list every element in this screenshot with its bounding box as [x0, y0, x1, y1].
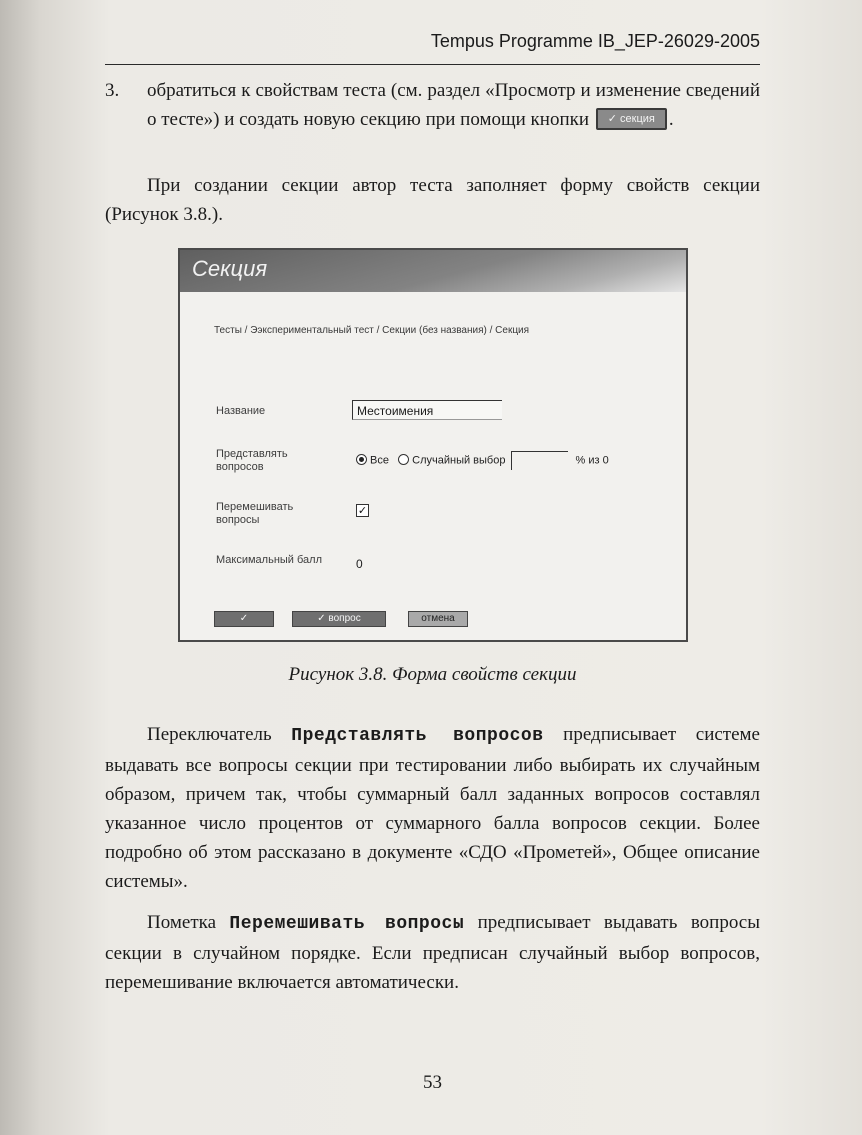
step-text-before: обратиться к свойствам теста (см. раздел «Просмотр и изменение сведений о тесте») и создать новую секцию при помощи кнопки [147, 80, 760, 130]
present-questions-radio-group [356, 451, 609, 470]
percent-field [511, 451, 568, 470]
name-field: Местоимения [352, 400, 502, 420]
figure-caption: Рисунок 3.8. Форма свойств секции [288, 664, 577, 685]
page-number: 53 [423, 1072, 442, 1093]
shuffle-questions-label: Перемешивать вопросы [216, 501, 294, 526]
cancel-button: отмена [408, 611, 468, 627]
form-title: Секция [192, 256, 268, 281]
paragraph-present-questions [105, 720, 760, 896]
paragraph2-after: предписывает системе выдавать все вопросы секции при тестировании либо выбирать их случайным образом, причем так, чтобы суммарный балл заданных вопросов составлял указанное число процентов от суммарного балла вопросов секции. Более подробно об этом рассказано в документе «СДО «Прометей», Общее описание системы». [105, 724, 760, 892]
paragraph-shuffle-questions [105, 908, 760, 997]
name-label: Название [216, 405, 266, 417]
breadcrumb: Тесты / Ээкспериментальный тест / Секции (без названия) / Секция [214, 325, 530, 336]
section-form-figure [178, 248, 688, 642]
ok-button: ✓ [214, 611, 274, 627]
paragraph2-before: Переключатель [147, 724, 292, 745]
max-score-label: Максимальный балл [216, 554, 322, 566]
radio-all [356, 454, 367, 465]
max-score-value: 0 [356, 557, 363, 571]
paragraph3-before: Пометка [147, 912, 230, 933]
present-questions-label: Представлять вопросов [216, 448, 288, 473]
intro-paragraph: При создании секции автор теста заполняет форму свойств секции (Рисунок 3.8.). [105, 175, 760, 225]
term-present-questions: Представлять вопросов [291, 726, 544, 746]
step-text-after: . [668, 109, 674, 130]
paragraph3-after: предписывает выдавать вопросы секции в случайном порядке. Если предписан случайный выбор вопросов, перемешивание включается автоматически. [105, 912, 760, 993]
header-title: Tempus Programme IB_JEP-26029-2005 [430, 31, 760, 51]
term-shuffle-questions: Перемешивать вопросы [229, 914, 465, 934]
step-number: 3. [105, 80, 120, 101]
radio-random [398, 454, 409, 465]
form-title-bar [180, 250, 686, 292]
step-3 [105, 76, 760, 134]
step-text [147, 76, 760, 134]
add-question-button: ✓ вопрос [292, 611, 386, 627]
section-button: ✓ секция [596, 108, 667, 130]
shuffle-questions-checkbox: ✓ [357, 504, 368, 517]
percent-suffix: % из 0 [575, 454, 609, 467]
running-header [105, 28, 760, 65]
radio-all-label: Все [370, 454, 389, 467]
radio-random-label: Случайный выбор [412, 454, 506, 467]
